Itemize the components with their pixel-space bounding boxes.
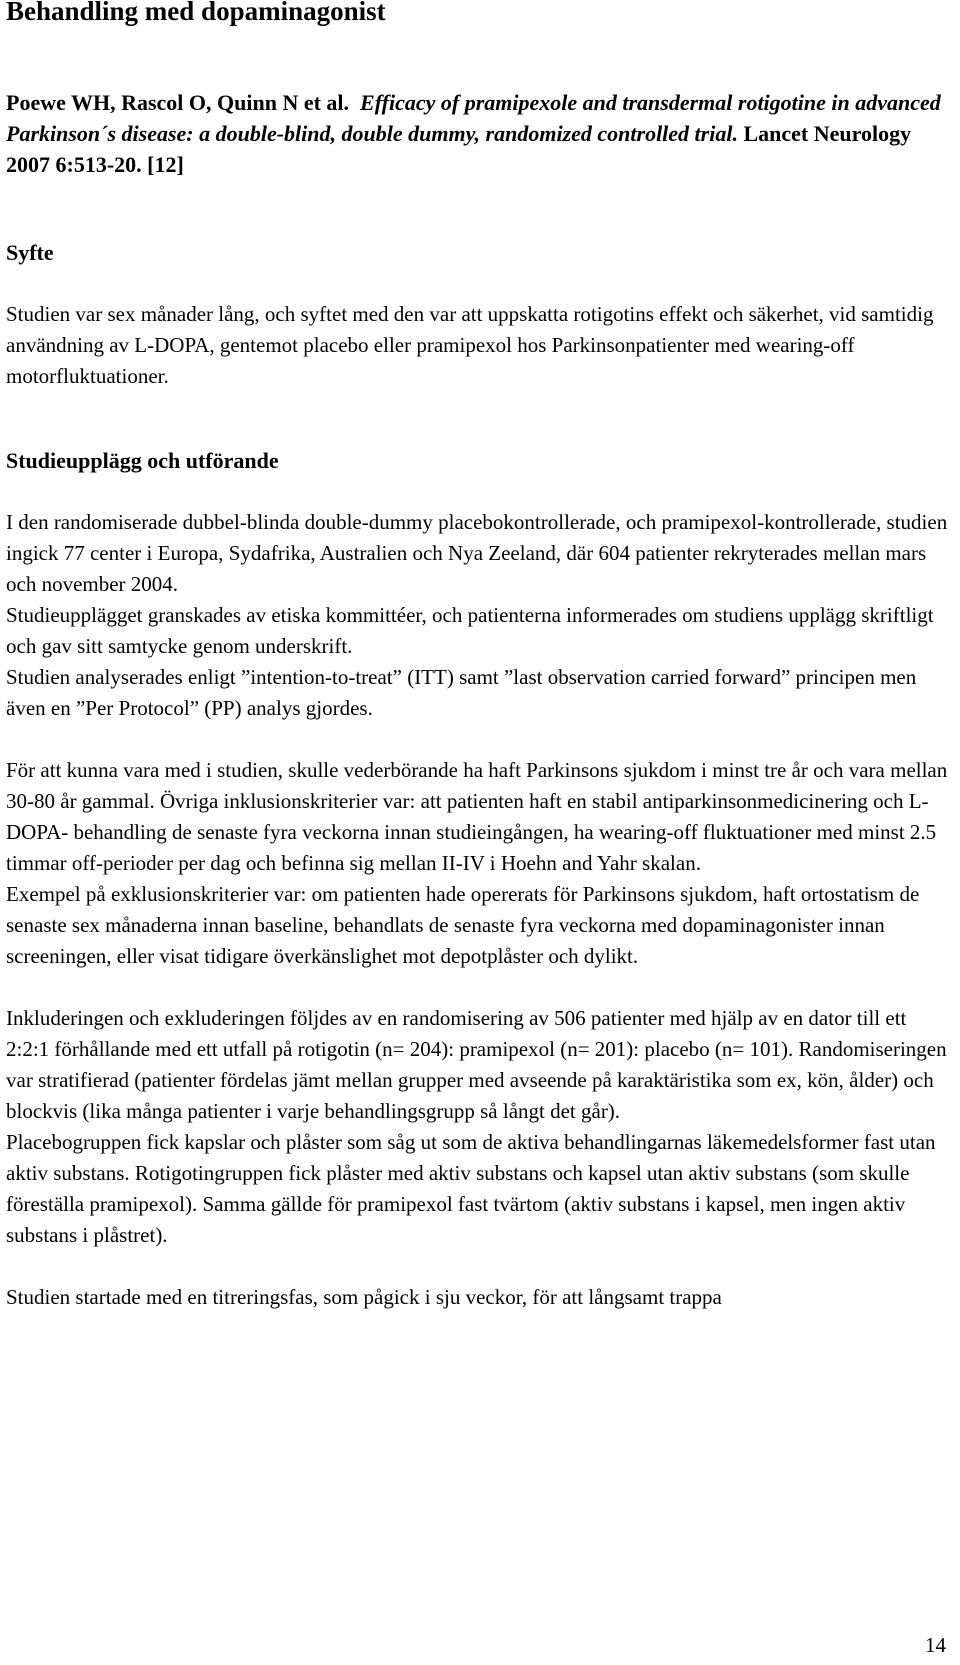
citation-journal: Lancet Neurology 2007 6:513-20. [12] [6, 121, 912, 177]
citation-article-title: Efficacy of pramipexole and transdermal rotigotine in advanced Parkinson´s disease: a double-blind, double dummy, randomized controlled trial. [6, 90, 941, 146]
design-paragraph-setting: I den randomiserade dubbel-blinda double-dummy placebokontrollerade, och pramipexol-kontrollerade, studien ingick 77 center i Europa, Sydafrika, Australien och Nya Zeeland, där 604 patienter rekryterades mellan mars och november 2004. [6, 510, 948, 596]
section-heading-syfte: Syfte [6, 240, 54, 265]
design-paragraph-blinding: Placebogruppen fick kapslar och plåster som såg ut som de aktiva behandlingarnas läkemedelsformer fast utan aktiv substans. Rotigotingruppen fick plåster med aktiv substans och kapsel utan aktiv substans (som skulle föreställa pramipexol). Samma gällde för pramipexol fast tvärtom (aktiv substans i kapsel, men ingen aktiv substans i plåstret). [6, 1130, 936, 1247]
citation-authors: Poewe WH, Rascol O, Quinn N et al. [6, 90, 350, 115]
document-page [6, 0, 954, 1313]
design-paragraph-exclusion: Exempel på exklusionskriterier var: om patienten hade opererats för Parkinsons sjukdom, haft ortostatism de senaste sex månaderna innan baseline, behandlats de senaste fyra veckorna med dopaminagonister innan screeningen, eller visat tidigare överkänslighet mot depotplåster och dylikt. [6, 882, 920, 968]
design-paragraph-ethics: Studieupplägget granskades av etiska kommittéer, och patienterna informerades om studiens upplägg skriftligt och gav sitt samtycke genom underskrift. [6, 603, 934, 658]
section-heading-design: Studieupplägg och utförande [6, 448, 279, 473]
design-paragraph-titration: Studien startade med en titreringsfas, som pågick i sju veckor, för att långsamt trappa [6, 1285, 722, 1309]
page-title: Behandling med dopaminagonist [6, 0, 386, 26]
reference-citation [6, 87, 954, 180]
page-number: 14 [925, 1633, 946, 1657]
design-paragraph-inclusion: För att kunna vara med i studien, skulle vederbörande ha haft Parkinsons sjukdom i minst tre år och vara mellan 30-80 år gammal. Övriga inklusionskriterier var: att patienten haft en stabil antiparkinsonmedicinering och L-DOPA- behandling de senaste fyra veckorna innan studieingången, ha wearing-off fluktuationer med minst 2.5 timmar off-perioder per dag och befinna sig mellan II-IV i Hoehn and Yahr skalan. [6, 758, 948, 875]
design-paragraph-randomisation: Inkluderingen och exkluderingen följdes av en randomisering av 506 patienter med hjälp av en dator till ett 2:2:1 förhållande med ett utfall på rotigotin (n= 204): pramipexol (n= 201): placebo (n= 101). Randomiseringen var stratifierad (patienter fördelas jämt mellan grupper med avseende på karaktäristika som ex, kön, ålder) och blockvis (lika många patienter i varje behandlingsgrupp så långt det går). [6, 1006, 947, 1123]
design-paragraph-analysis: Studien analyserades enligt ”intention-to-treat” (ITT) samt ”last observation carried forward” principen men även en ”Per Protocol” (PP) analys gjordes. [6, 665, 917, 720]
syfte-paragraph: Studien var sex månader lång, och syftet med den var att uppskatta rotigotins effekt och säkerhet, vid samtidig användning av L-DOPA, gentemot placebo eller pramipexol hos Parkinsonpatienter med wearing-off motorfluktuationer. [6, 302, 934, 388]
